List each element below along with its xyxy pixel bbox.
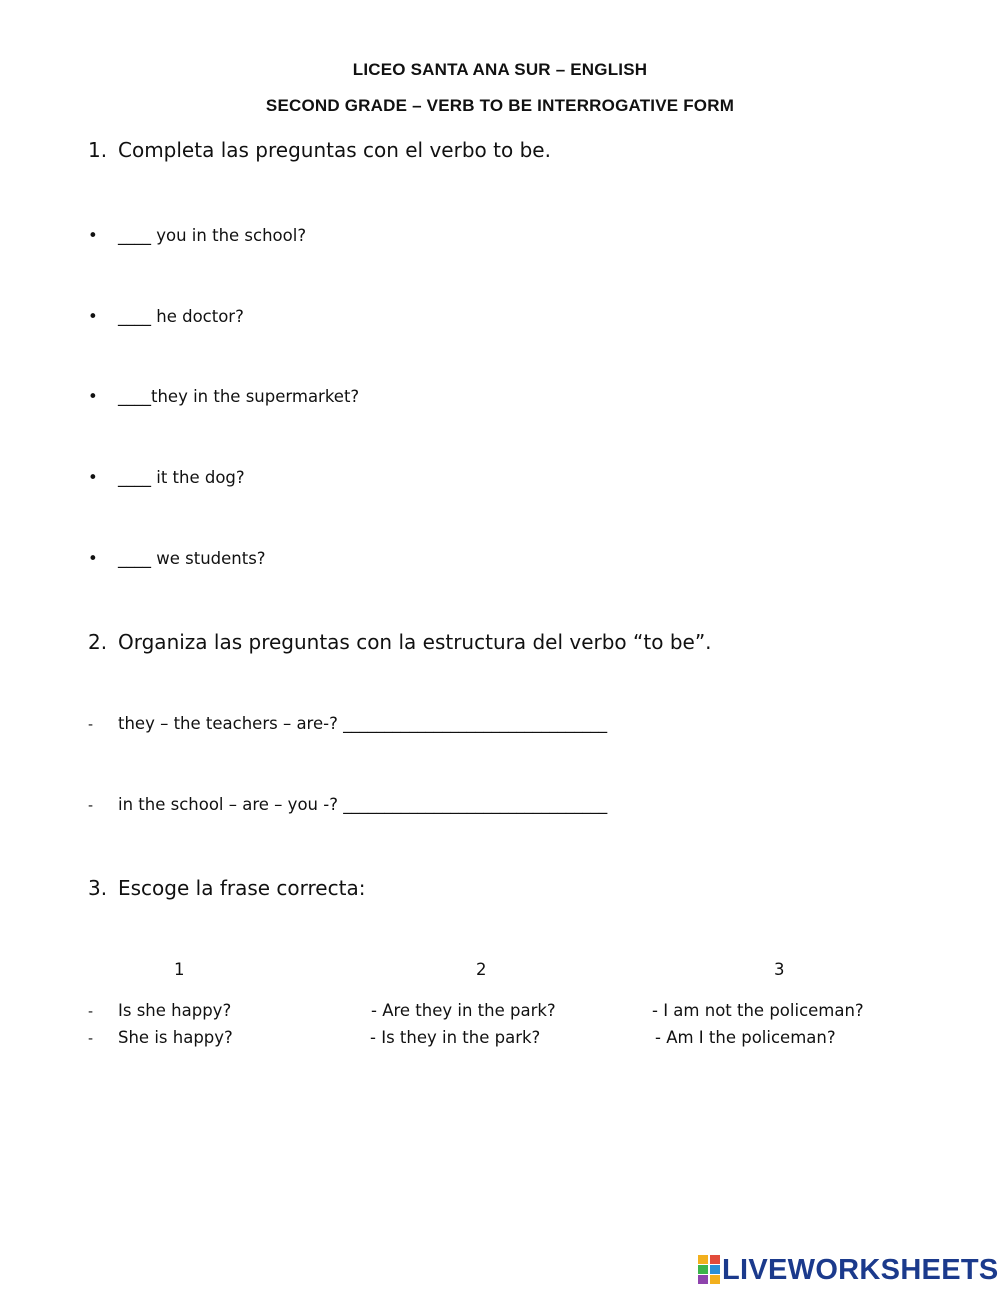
worksheet-title: LICEO SANTA ANA SUR – ENGLISH bbox=[352, 60, 648, 79]
bullet-icon: • bbox=[88, 307, 98, 326]
option-3b[interactable]: - Am I the policeman? bbox=[655, 1028, 836, 1047]
column-number-3: 3 bbox=[774, 960, 785, 979]
bullet-icon: • bbox=[88, 226, 98, 245]
logo-text: LIVEWORKSHEETS bbox=[722, 1253, 999, 1286]
section-1-number: 1. bbox=[88, 138, 108, 162]
fill-in-question-2[interactable]: ____ he doctor? bbox=[118, 307, 244, 326]
option-3a[interactable]: - I am not the policeman? bbox=[652, 1001, 864, 1020]
dash-marker: - bbox=[88, 1031, 94, 1047]
option-2b[interactable]: - Is they in the park? bbox=[370, 1028, 541, 1047]
liveworksheets-logo[interactable] bbox=[698, 1253, 999, 1287]
dash-marker: - bbox=[88, 1004, 94, 1020]
section-3-heading: Escoge la frase correcta: bbox=[118, 876, 366, 900]
bullet-icon: • bbox=[88, 549, 98, 568]
bullet-icon: • bbox=[88, 387, 98, 406]
fill-in-question-4[interactable]: ____ it the dog? bbox=[118, 468, 245, 487]
section-3-title bbox=[88, 876, 365, 900]
section-1-title bbox=[88, 138, 551, 162]
fill-in-question-1[interactable]: ____ you in the school? bbox=[118, 226, 307, 245]
option-2a[interactable]: - Are they in the park? bbox=[371, 1001, 556, 1020]
organize-question-2[interactable]: in the school – are – you -? ________________________________ bbox=[118, 795, 608, 814]
section-3-number: 3. bbox=[88, 876, 108, 900]
section-2-number: 2. bbox=[88, 630, 108, 654]
dash-marker: - bbox=[88, 798, 94, 814]
section-1-heading: Completa las preguntas con el verbo to be. bbox=[118, 138, 551, 162]
fill-in-question-5[interactable]: ____ we students? bbox=[118, 549, 266, 568]
dash-marker: - bbox=[88, 717, 94, 733]
section-2-heading: Organiza las preguntas con la estructura del verbo “to be”. bbox=[118, 630, 712, 654]
organize-question-1[interactable]: they – the teachers – are-? ________________________________ bbox=[118, 714, 608, 733]
bullet-icon: • bbox=[88, 468, 98, 487]
option-1b[interactable]: She is happy? bbox=[118, 1028, 233, 1047]
column-number-1: 1 bbox=[174, 960, 185, 979]
column-number-2: 2 bbox=[476, 960, 487, 979]
fill-in-question-3[interactable]: ____they in the supermarket? bbox=[118, 387, 360, 406]
liveworksheets-blocks-icon bbox=[698, 1255, 722, 1285]
option-1a[interactable]: Is she happy? bbox=[118, 1001, 232, 1020]
worksheet-subtitle: SECOND GRADE – VERB TO BE INTERROGATIVE FORM bbox=[265, 96, 735, 115]
section-2-title bbox=[88, 630, 712, 654]
